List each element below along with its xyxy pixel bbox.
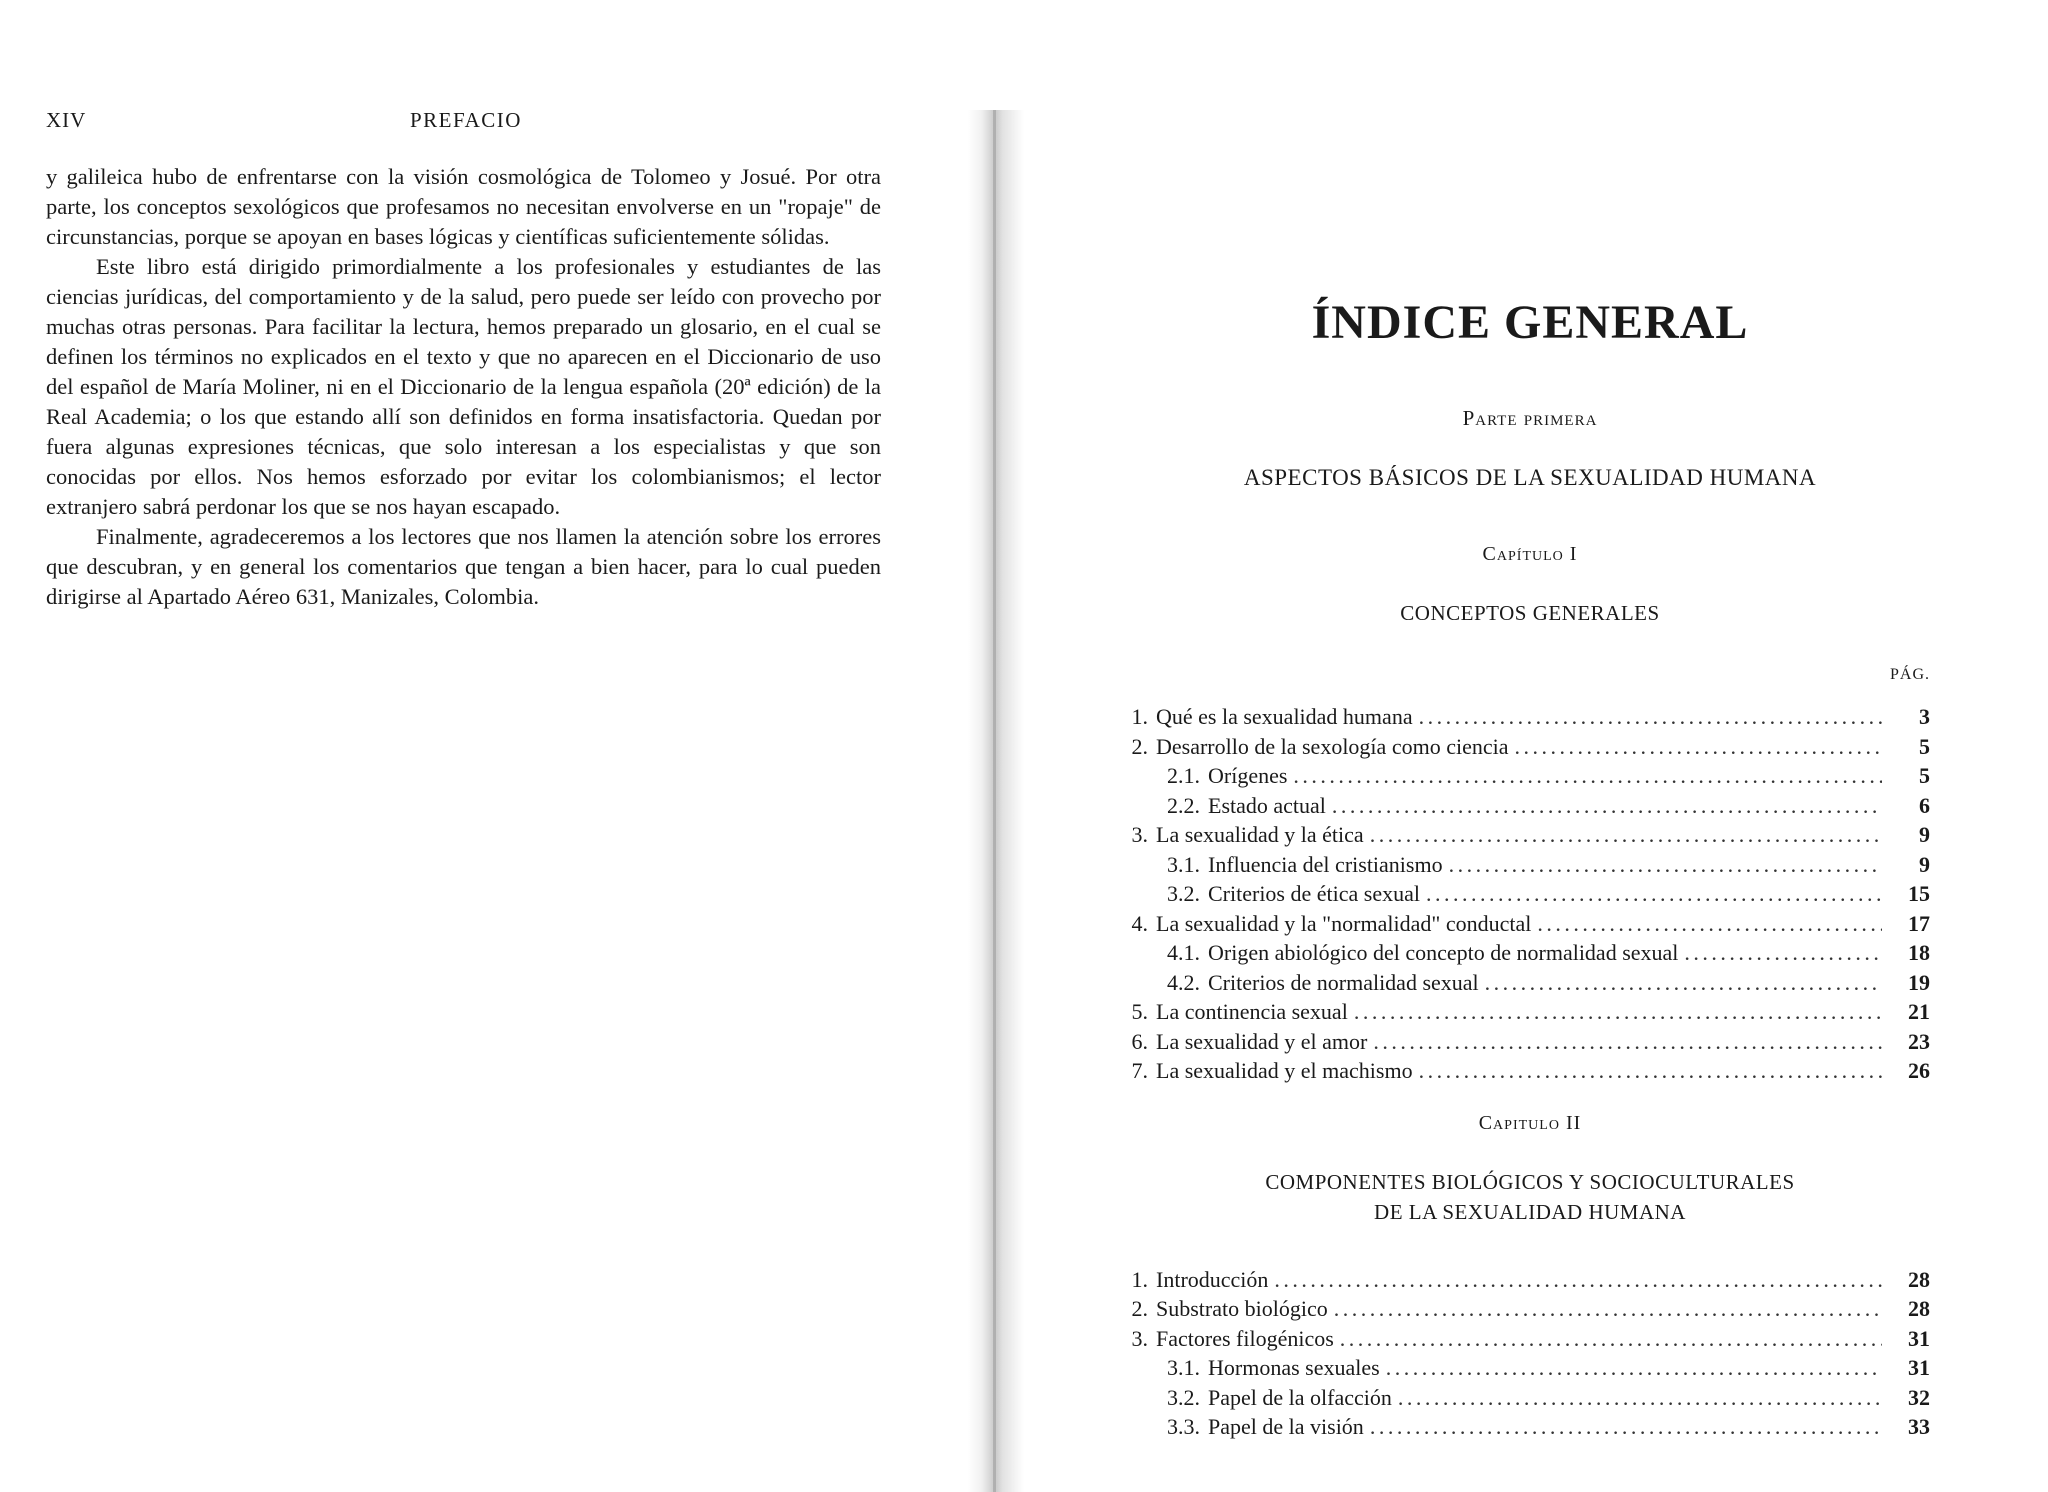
leader-dots	[1354, 997, 1882, 1027]
toc-list	[1110, 1265, 1930, 1442]
toc-entry-number: 2.	[1131, 733, 1148, 759]
toc-entry[interactable]	[1110, 1383, 1930, 1413]
leader-dots	[1370, 1412, 1882, 1442]
toc-entry-number: 1.	[1131, 704, 1148, 729]
toc-entry-page: 9	[1919, 822, 1930, 847]
toc-entry-label: Criterios de normalidad sexual	[1208, 969, 1479, 995]
toc-entry[interactable]	[1110, 879, 1930, 909]
toc-entry-page: 32	[1908, 1384, 1930, 1410]
toc-entry-number: 5.	[1131, 999, 1148, 1024]
leader-dots	[1514, 732, 1882, 762]
toc-entry-page: 15	[1908, 881, 1930, 906]
leader-dots	[1370, 820, 1882, 850]
toc-entry-label: Introducción	[1156, 1266, 1269, 1292]
toc-entry-number: 4.1.	[1167, 940, 1200, 965]
toc-entry-number: 2.	[1131, 1296, 1148, 1321]
toc-entry[interactable]	[1110, 1353, 1930, 1383]
toc-entry-page: 31	[1908, 1355, 1930, 1380]
toc-entry-page: 5	[1919, 763, 1930, 788]
toc-entry[interactable]	[1110, 968, 1930, 998]
toc-entry[interactable]	[1110, 702, 1930, 732]
toc-entry-label: Qué es la sexualidad humana	[1156, 704, 1413, 729]
right-page	[1110, 295, 1930, 1442]
toc-entry[interactable]	[1110, 1027, 1930, 1057]
book-gutter	[968, 110, 1024, 1492]
toc-entry-number: 2.1.	[1167, 763, 1200, 788]
toc-entry-label: Hormonas sexuales	[1208, 1355, 1380, 1380]
toc-entry-number: 4.	[1131, 910, 1148, 936]
toc-entry-label: Papel de la visión	[1208, 1414, 1364, 1439]
toc-entry-number: 7.	[1131, 1058, 1148, 1083]
toc-entry[interactable]	[1110, 938, 1930, 968]
running-head	[46, 100, 881, 140]
toc-entry-page: 31	[1908, 1325, 1930, 1351]
toc-entry-page: 23	[1908, 1028, 1930, 1054]
toc-entry[interactable]	[1110, 1265, 1930, 1295]
leader-dots	[1386, 1353, 1882, 1383]
toc-entry-number: 6.	[1131, 1028, 1148, 1054]
chapter-title-line: COMPONENTES BIOLÓGICOS Y SOCIOCULTURALES	[1265, 1169, 1795, 1194]
chapter-title-line: CONCEPTOS GENERALES	[1400, 601, 1660, 625]
index-title: ÍNDICE GENERAL	[1311, 296, 1749, 349]
toc-entry[interactable]	[1110, 761, 1930, 791]
chapter-title	[1130, 598, 1930, 628]
toc-entry[interactable]	[1110, 850, 1930, 880]
toc-entry-page: 3	[1919, 704, 1930, 729]
leader-dots	[1419, 702, 1882, 732]
leader-dots	[1537, 909, 1882, 939]
leader-dots	[1373, 1027, 1882, 1057]
leader-dots	[1684, 938, 1882, 968]
preface-body	[46, 162, 881, 612]
chapter-label: Capítulo I	[1482, 543, 1578, 565]
toc-entry-page: 28	[1908, 1296, 1930, 1321]
toc-entry-page: 26	[1908, 1058, 1930, 1083]
toc-entry-page: 33	[1908, 1414, 1930, 1439]
toc-entry-page: 19	[1908, 969, 1930, 995]
toc-entry[interactable]	[1110, 1056, 1930, 1086]
toc-entry[interactable]	[1110, 1412, 1930, 1442]
toc-entry-page: 6	[1919, 792, 1930, 818]
page-number: XIV	[46, 108, 87, 132]
leader-dots	[1426, 879, 1882, 909]
toc-entry-number: 3.1.	[1167, 851, 1200, 877]
toc-entry[interactable]	[1110, 732, 1930, 762]
toc-entry[interactable]	[1110, 820, 1930, 850]
paragraph: y galileica hubo de enfrentarse con la visión cosmológica de Tolomeo y Josué. Por otra parte, los conceptos sexológicos que profesamos no necesitan envolverse en un "ropaje" de circunstancias, porque se apoyan en bases lógicas y científicas suficientemente sólidas.	[46, 164, 881, 249]
running-title: PREFACIO	[410, 108, 522, 132]
toc-entry[interactable]	[1110, 909, 1930, 939]
toc-entry-label: La continencia sexual	[1156, 999, 1348, 1024]
toc-entry-label: Criterios de ética sexual	[1208, 881, 1420, 906]
leader-dots	[1449, 850, 1882, 880]
toc-entry-label: Desarrollo de la sexología como ciencia	[1156, 733, 1509, 759]
toc-entry-label: La sexualidad y la "normalidad" conductal	[1156, 910, 1532, 936]
leader-dots	[1485, 968, 1882, 998]
toc-list	[1110, 702, 1930, 1086]
toc-entry-label: Substrato biológico	[1156, 1296, 1328, 1321]
page-column-label: PÁG.	[1889, 666, 1930, 683]
left-page	[46, 100, 881, 612]
toc-entry-label: Orígenes	[1208, 763, 1288, 788]
toc-entry-number: 3.1.	[1167, 1355, 1200, 1380]
leader-dots	[1419, 1056, 1882, 1086]
toc-entry[interactable]	[1110, 1324, 1930, 1354]
toc-entry[interactable]	[1110, 791, 1930, 821]
part-label: Parte primera	[1462, 406, 1598, 430]
toc-entry-label: Factores filogénicos	[1156, 1325, 1334, 1351]
toc-entry-page: 28	[1908, 1266, 1930, 1292]
toc-entry-page: 5	[1919, 733, 1930, 759]
toc-entry-page: 18	[1908, 940, 1930, 965]
binding-line	[993, 110, 996, 1492]
toc-entry-page: 9	[1919, 851, 1930, 877]
toc-entry-number: 3.	[1131, 822, 1148, 847]
toc-entry-label: Estado actual	[1208, 792, 1326, 818]
toc-entry-page: 17	[1908, 910, 1930, 936]
paragraph: Finalmente, agradeceremos a los lectores que nos llamen la atención sobre los errores que descubran, y en general los comentarios que tengan a bien hacer, para lo cual pueden dirigirse al Apartado Aéreo 631, Manizales, Colombia.	[46, 524, 881, 609]
toc-entry-label: La sexualidad y el machismo	[1156, 1058, 1413, 1083]
chapter-title	[1130, 1167, 1930, 1227]
toc-entry[interactable]	[1110, 997, 1930, 1027]
leader-dots	[1398, 1383, 1882, 1413]
part-title: ASPECTOS BÁSICOS DE LA SEXUALIDAD HUMANA	[1243, 465, 1817, 490]
toc-entry-number: 2.2.	[1167, 792, 1200, 818]
toc-entry-label: La sexualidad y el amor	[1156, 1028, 1368, 1054]
toc-entry[interactable]	[1110, 1294, 1930, 1324]
leader-dots	[1340, 1324, 1882, 1354]
toc-entry-number: 3.	[1131, 1325, 1148, 1351]
leader-dots	[1334, 1294, 1882, 1324]
chapter-label: Capitulo II	[1478, 1111, 1582, 1134]
toc-entry-number: 4.2.	[1167, 969, 1200, 995]
toc-entry-label: Papel de la olfacción	[1208, 1384, 1392, 1410]
toc-entry-number: 1.	[1131, 1266, 1148, 1292]
toc-entry-label: Origen abiológico del concepto de normalidad sexual	[1208, 940, 1679, 965]
paragraph: Este libro está dirigido primordialmente a los profesionales y estudiantes de las ciencias jurídicas, del comportamiento y de la salud, pero puede ser leído con provecho por muchas otras personas. Para facilitar la lectura, hemos preparado un glosario, en el cual se definen los términos no explicados en el texto y que no aparecen en el Diccionario de uso del español de María Moliner, ni en el Diccionario de la lengua española (20ª edición) de la Real Academia; o los que estando allí son definidos en forma insatisfactoria. Quedan por fuera algunas expresiones técnicas, que solo interesan a los especialistas y que son conocidas por ellos. Nos hemos esforzado por evitar los colombianismos; el lector extranjero sabrá perdonar los que se nos hayan escapado.	[46, 254, 881, 519]
leader-dots	[1293, 761, 1882, 791]
toc-entry-number: 3.2.	[1167, 1384, 1200, 1410]
leader-dots	[1332, 791, 1882, 821]
toc-entry-label: Influencia del cristianismo	[1208, 851, 1443, 877]
toc-entry-label: La sexualidad y la ética	[1156, 822, 1364, 847]
toc-entry-number: 3.3.	[1167, 1414, 1200, 1439]
toc-entry-number: 3.2.	[1167, 881, 1200, 906]
toc-entry-page: 21	[1908, 999, 1930, 1024]
chapter-title-line: DE LA SEXUALIDAD HUMANA	[1374, 1199, 1686, 1224]
leader-dots	[1274, 1265, 1882, 1295]
